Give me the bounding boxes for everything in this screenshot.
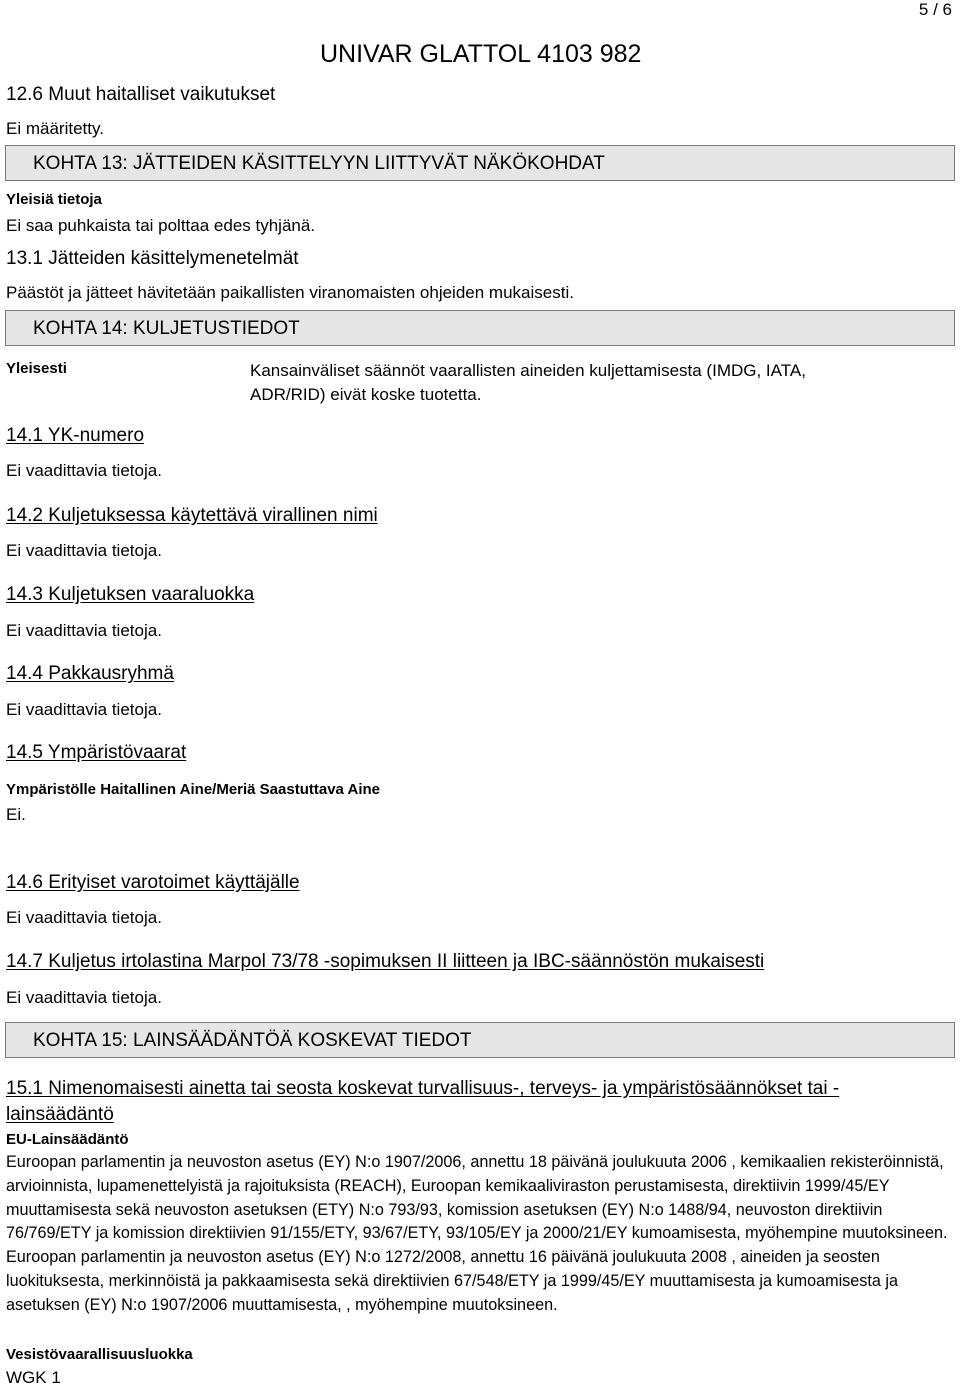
section-13-header <box>5 145 955 181</box>
text-14-2: Ei vaadittavia tietoja. <box>6 541 162 560</box>
heading-14-1: 14.1 YK-numero <box>6 425 145 446</box>
product-name: UNIVAR GLATTOL 4103 982 <box>320 40 642 68</box>
label-eu-legislation: EU-Lainsäädäntö <box>6 1131 129 1148</box>
section-14-header <box>5 310 955 346</box>
heading-14-4: 14.4 Pakkausryhmä <box>6 663 174 684</box>
label-general-13: Yleisiä tietoja <box>6 191 102 208</box>
text-12-6: Ei määritetty. <box>6 119 104 138</box>
text-14-7: Ei vaadittavia tietoja. <box>6 988 162 1007</box>
text-14-6: Ei vaadittavia tietoja. <box>6 908 162 927</box>
heading-14-3: 14.3 Kuljetuksen vaaraluokka <box>6 584 255 605</box>
section-15-header <box>5 1022 955 1058</box>
text-eu-legislation: Euroopan parlamentin ja neuvoston asetus (EY) N:o 1907/2006, annettu 18 päivänä joulukuuta 2006 , kemikaalien rekisteröinnistä, arvioinnista, lupamenettelyistä ja rajoituksista (REACH), Euroopan kemikaaliviraston perustamisesta, direktiivin 1999/45/EY muuttamisesta sekä neuvoston asetuksen (ETY) N:o 793/93, komission asetuksen (EY) N:o 1488/94, neuvoston direktiivin 76/769/ETY ja komission direktiivien 91/155/ETY, 93/67/ETY, 93/105/EY ja 2000/21/EY kumoamisesta, myöhempine muutoksineen. Euroopan parlamentin ja neuvoston asetus (EY) N:o 1272/2008, annettu 16 päivänä joulukuuta 2008 , aineiden ja seosten luokituksesta, merkinnöistä ja pakkaamisesta sekä direktiivien 67/548/ETY ja 1999/45/EY muuttamisesta ja kumoamisesta ja asetuksen (EY) N:o 1907/2006 muuttamisesta, , myöhempine muutoksineen. <box>6 1153 948 1314</box>
section-14-title: KOHTA 14: KULJETUSTIEDOT <box>33 318 300 339</box>
text-general-14-line1: Kansainväliset säännöt vaarallisten aineiden kuljettamisesta (IMDG, IATA, <box>250 361 806 380</box>
label-14-5: Ympäristölle Haitallinen Aine/Meriä Saastuttava Aine <box>6 781 381 798</box>
heading-14-2: 14.2 Kuljetuksessa käytettävä virallinen nimi <box>6 505 378 526</box>
heading-15-1: 15.1 Nimenomaisesti ainetta tai seosta koskevat turvallisuus-, terveys- ja ympäristösäännökset tai -lainsäädäntö <box>6 1078 840 1125</box>
label-general-14: Yleisesti <box>6 360 67 377</box>
heading-12-6: 12.6 Muut haitalliset vaikutukset <box>6 84 276 105</box>
heading-14-7: 14.7 Kuljetus irtolastina Marpol 73/78 -sopimuksen II liitteen ja IBC-säännöstön mukaisesti <box>6 951 765 972</box>
text-14-1: Ei vaadittavia tietoja. <box>6 461 162 480</box>
text-14-5: Ei. <box>6 805 26 824</box>
page-number: 5 / 6 <box>918 0 952 19</box>
text-13-1: Päästöt ja jätteet hävitetään paikallisten viranomaisten ohjeiden mukaisesti. <box>6 283 574 302</box>
text-water-hazard-class: WGK 1 <box>6 1368 61 1387</box>
text-14-4: Ei vaadittavia tietoja. <box>6 700 162 719</box>
heading-14-6: 14.6 Erityiset varotoimet käyttäjälle <box>6 872 300 893</box>
text-general-14-line2: ADR/RID) eivät koske tuotetta. <box>250 385 482 404</box>
heading-14-5: 14.5 Ympäristövaarat <box>6 742 187 763</box>
heading-13-1: 13.1 Jätteiden käsittelymenetelmät <box>6 248 299 269</box>
text-general-13: Ei saa puhkaista tai polttaa edes tyhjänä. <box>6 216 316 235</box>
section-13-title: KOHTA 13: JÄTTEIDEN KÄSITTELYYN LIITTYVÄT NÄKÖKOHDAT <box>33 153 605 174</box>
label-water-hazard-class: Vesistövaarallisuusluokka <box>6 1346 193 1363</box>
text-14-3: Ei vaadittavia tietoja. <box>6 621 162 640</box>
section-15-title: KOHTA 15: LAINSÄÄDÄNTÖÄ KOSKEVAT TIEDOT <box>33 1030 472 1051</box>
